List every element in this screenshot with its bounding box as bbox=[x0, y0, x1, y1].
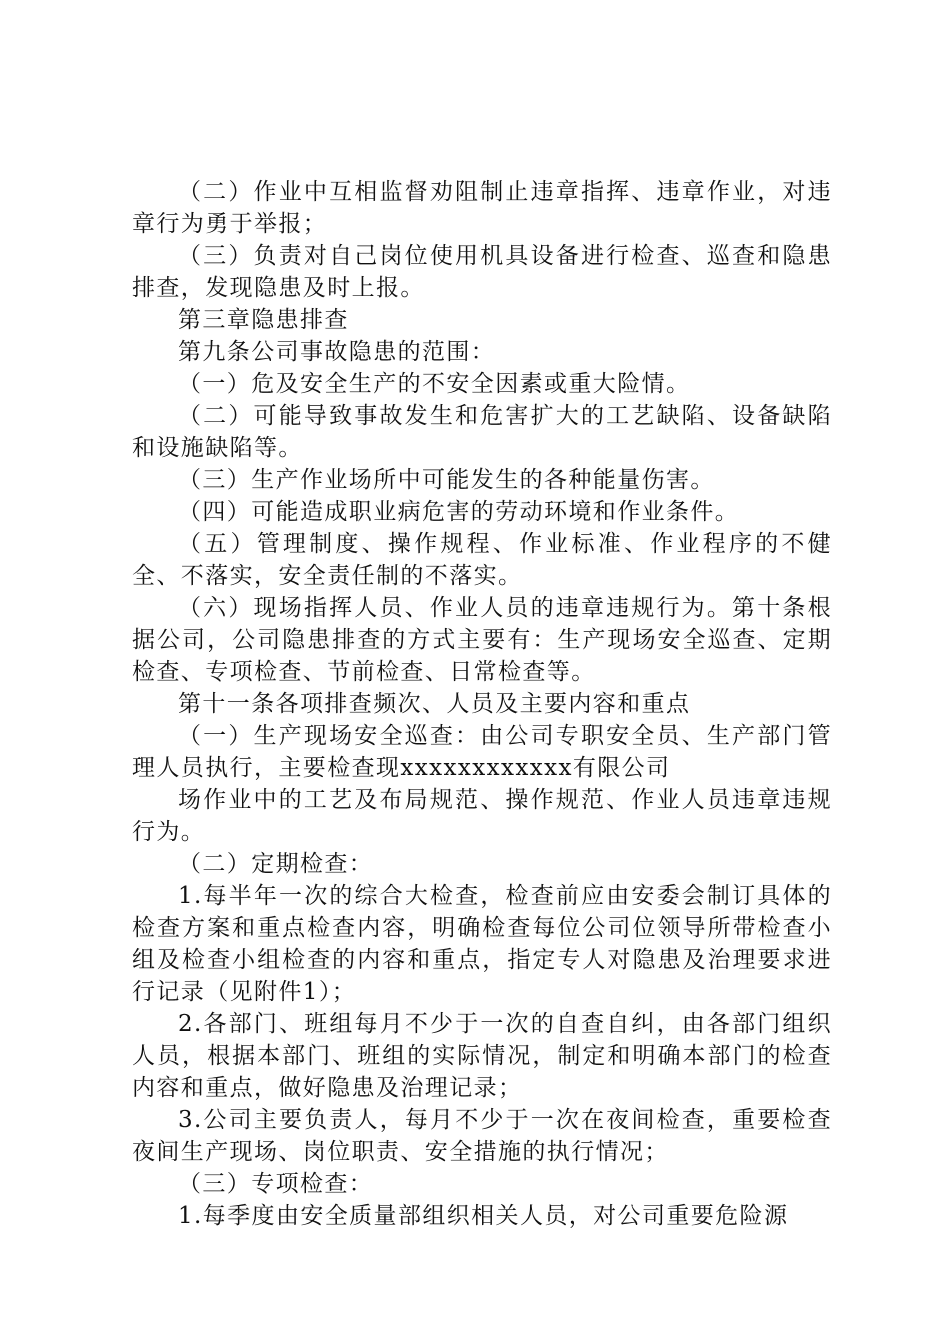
paragraph: （五）管理制度、操作规程、作业标准、作业程序的不健全、不落实，安全责任制的不落实。 bbox=[132, 531, 832, 589]
paragraph: 场作业中的工艺及布局规范、操作规范、作业人员违章违规行为。 bbox=[132, 787, 832, 845]
chapter-heading: 第三章隐患排查 bbox=[178, 307, 349, 333]
section-heading: （三）专项检查： bbox=[178, 1171, 374, 1197]
list-item: 1.每半年一次的综合大检查，检查前应由安委会制订具体的检查方案和重点检查内容，明确检查每位公司位领导所带检查小组及检查小组检查的内容和重点，指定专人对隐患及治理要求进行记录（见附件1）； bbox=[132, 883, 832, 1005]
paragraph: （三）生产作业场所中可能发生的各种能量伤害。 bbox=[178, 467, 715, 493]
paragraph: （二）可能导致事故发生和危害扩大的工艺缺陷、设备缺陷和设施缺陷等。 bbox=[132, 403, 832, 461]
paragraph: （一）危及安全生产的不安全因素或重大险情。 bbox=[178, 371, 691, 397]
article-heading: 第十一条各项排查频次、人员及主要内容和重点 bbox=[178, 691, 691, 717]
list-item: 3.公司主要负责人，每月不少于一次在夜间检查，重要检查夜间生产现场、岗位职责、安全措施的执行情况； bbox=[132, 1107, 832, 1165]
article-heading: 第九条公司事故隐患的范围： bbox=[178, 339, 496, 365]
paragraph: （四）可能造成职业病危害的劳动环境和作业条件。 bbox=[178, 499, 740, 525]
paragraph: （一）生产现场安全巡查：由公司专职安全员、生产部门管理人员执行，主要检查现xxxxxxxxxxxx有限公司 bbox=[132, 723, 832, 781]
paragraph: （二）作业中互相监督劝阻制止违章指挥、违章作业，对违章行为勇于举报； bbox=[132, 179, 832, 237]
document-body bbox=[132, 176, 832, 1232]
list-item: 2.各部门、班组每月不少于一次的自查自纠，由各部门组织人员，根据本部门、班组的实际情况，制定和明确本部门的检查内容和重点，做好隐患及治理记录； bbox=[132, 1011, 832, 1101]
paragraph: （六）现场指挥人员、作业人员的违章违规行为。第十条根据公司，公司隐患排查的方式主要有：生产现场安全巡查、定期检查、专项检查、节前检查、日常检查等。 bbox=[132, 595, 832, 685]
paragraph: （三）负责对自己岗位使用机具设备进行检查、巡查和隐患排查，发现隐患及时上报。 bbox=[132, 243, 832, 301]
list-item: 1.每季度由安全质量部组织相关人员，对公司重要危险源 bbox=[178, 1203, 789, 1229]
section-heading: （二）定期检查： bbox=[178, 851, 374, 877]
